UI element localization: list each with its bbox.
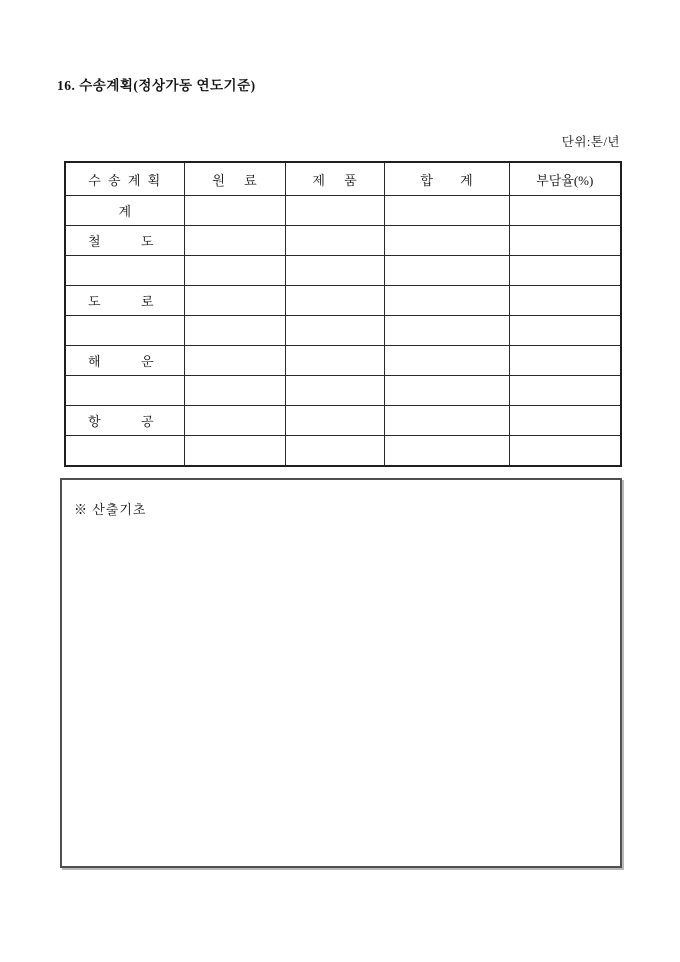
empty-cell [285,406,384,436]
empty-cell [384,436,509,467]
empty-cell [184,256,285,286]
row-label-char: 항 [88,414,101,429]
empty-cell [184,196,285,226]
empty-cell [184,226,285,256]
empty-cell [384,256,509,286]
empty-cell [509,316,621,346]
empty-cell [509,436,621,467]
empty-cell [509,196,621,226]
empty-cell [65,376,184,406]
empty-cell [184,316,285,346]
row-label-char: 운 [140,354,154,369]
row-road [65,286,621,316]
empty-cell [184,286,285,316]
row-label-total: 계 [65,196,184,226]
row-label-rail [65,226,184,256]
row-label-char: 철 [88,234,101,249]
row-air [65,406,621,436]
row-rail [65,226,621,256]
empty-cell [285,346,384,376]
row-label-char: 도 [88,294,101,309]
empty-cell [509,406,621,436]
empty-cell [184,406,285,436]
empty-cell [65,316,184,346]
calculation-basis-box [60,478,622,868]
unit-label: 단위:톤/년 [561,135,620,149]
col-header-total: 합 계 [384,162,509,196]
empty-cell [384,196,509,226]
empty-cell [384,316,509,346]
empty-cell [65,256,184,286]
row-rail-spacer [65,256,621,286]
empty-cell [285,226,384,256]
empty-cell [384,286,509,316]
col-header-share-percent: 부담율(%) [509,162,621,196]
empty-cell [285,376,384,406]
empty-cell [285,196,384,226]
page-title: 16. 수송계획(정상가동 연도기준) [57,78,256,93]
empty-cell [509,346,621,376]
empty-cell [285,286,384,316]
empty-cell [285,256,384,286]
col-header-product: 제 품 [285,162,384,196]
row-label-char: 공 [140,414,154,429]
empty-cell [184,346,285,376]
row-sea [65,346,621,376]
empty-cell [509,226,621,256]
row-label-sea [65,346,184,376]
empty-cell [384,346,509,376]
empty-cell [285,436,384,467]
row-air-spacer [65,436,621,467]
table-header-row [65,162,621,196]
row-total [65,196,621,226]
transport-plan-table [64,161,622,467]
empty-cell [509,256,621,286]
col-header-raw-material: 원 료 [184,162,285,196]
empty-cell [184,436,285,467]
empty-cell [65,436,184,467]
row-label-char: 로 [140,294,154,309]
empty-cell [509,376,621,406]
row-label-char: 도 [140,234,154,249]
empty-cell [384,376,509,406]
empty-cell [384,406,509,436]
col-header-transport-plan: 수 송 계 획 [65,162,184,196]
row-sea-spacer [65,376,621,406]
row-label-road [65,286,184,316]
empty-cell [285,316,384,346]
empty-cell [509,286,621,316]
empty-cell [384,226,509,256]
row-label-air [65,406,184,436]
empty-cell [184,376,285,406]
calculation-basis-label: ※ 산출기초 [74,502,147,517]
row-label-char: 해 [88,354,101,369]
row-road-spacer [65,316,621,346]
